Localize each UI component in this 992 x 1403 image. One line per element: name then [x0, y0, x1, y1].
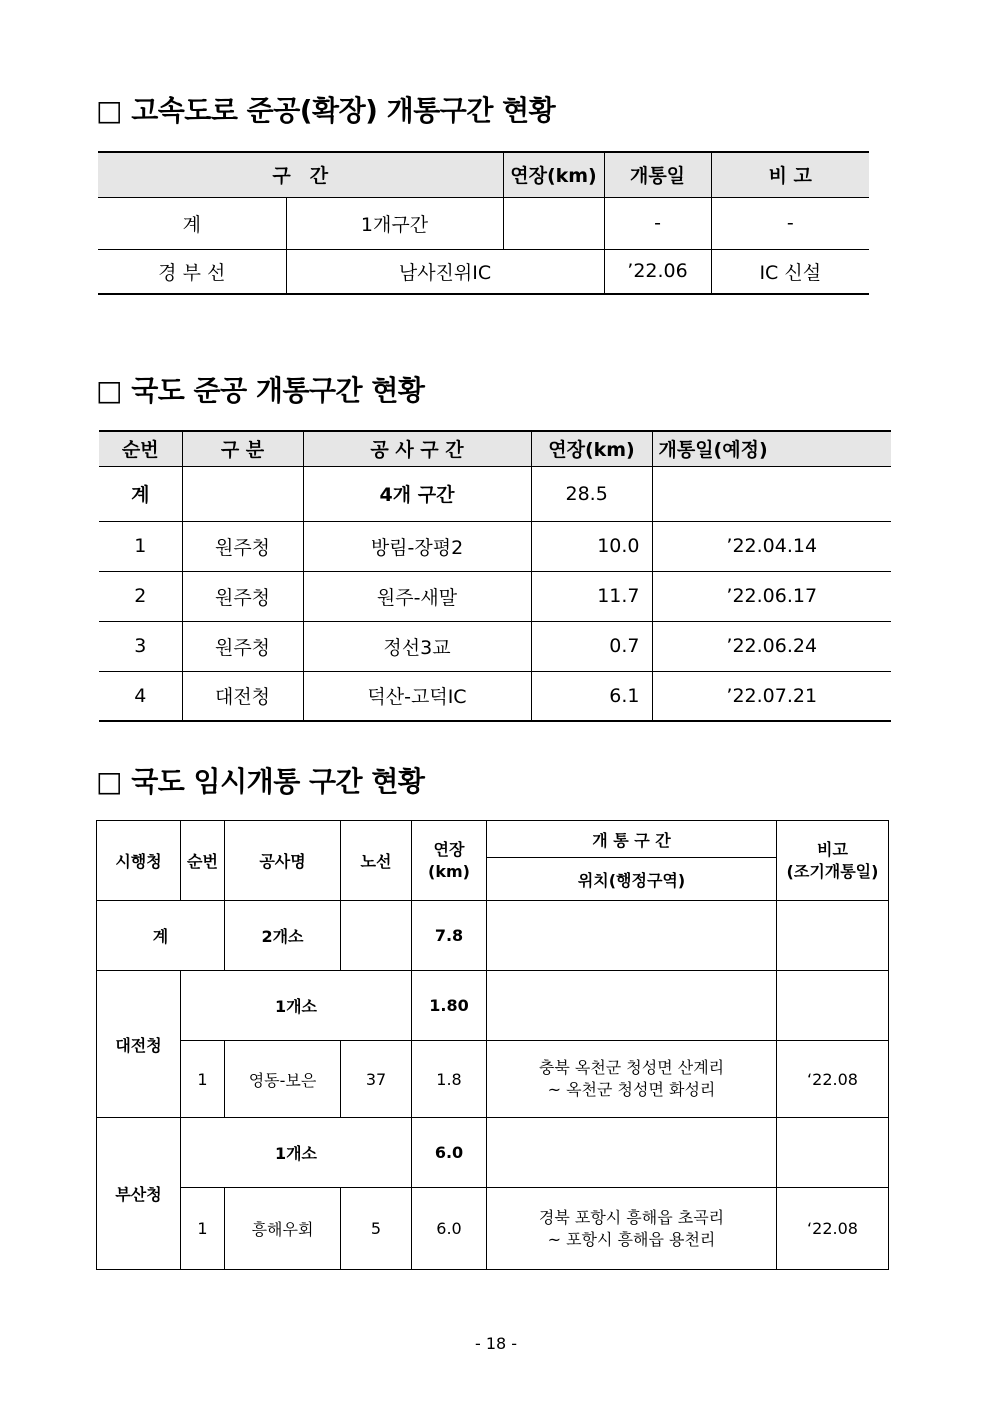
- header-project: 공사명: [225, 821, 341, 901]
- national-road-table: [99, 430, 891, 722]
- cell-no: 1: [181, 1041, 225, 1118]
- cell-label: 계: [98, 197, 286, 249]
- header-length: [412, 821, 487, 901]
- expressway-table: [98, 151, 869, 295]
- cell-section: 남사진위IC: [286, 249, 604, 294]
- cell-length: [503, 197, 604, 249]
- header-note: 비 고: [711, 152, 869, 197]
- header-length: 연장(km): [531, 431, 652, 466]
- header-open-date: 개통일: [604, 152, 711, 197]
- cell-length: 6.0: [412, 1188, 487, 1270]
- cell-subtotal-count: 1개소: [181, 1118, 412, 1188]
- table-header-row: [99, 431, 891, 466]
- cell-subtotal-length: 6.0: [412, 1118, 487, 1188]
- cell-org: 대전청: [182, 671, 303, 721]
- table-row: [98, 249, 869, 294]
- cell-no: 계: [99, 466, 182, 521]
- cell-open-date: [652, 466, 891, 521]
- header-no: 순번: [181, 821, 225, 901]
- cell-section: 4개 구간: [303, 466, 531, 521]
- cell-project: 영동-보은: [225, 1041, 341, 1118]
- header-length-line2: (km): [428, 861, 470, 881]
- cell-empty: [777, 901, 889, 971]
- cell-section: 원주-새말: [303, 571, 531, 621]
- table-row: [97, 1041, 889, 1118]
- cell-no: 1: [181, 1188, 225, 1270]
- cell-section: 정선3교: [303, 621, 531, 671]
- header-no: 순번: [99, 431, 182, 466]
- table-row: [99, 571, 891, 621]
- location-line1: 경북 포항시 흥해읍 초곡리: [538, 1207, 725, 1227]
- section3-title: □ 국도 임시개통 구간 현황: [96, 765, 425, 798]
- cell-open-date: ’22.06.24: [652, 621, 891, 671]
- table-row-total: [99, 466, 891, 521]
- cell-location: [487, 1041, 777, 1118]
- cell-open-date: ’22.07.21: [652, 671, 891, 721]
- header-open-section: 개 통 구 간: [487, 821, 777, 858]
- header-org: 구 분: [182, 431, 303, 466]
- cell-org: 원주청: [182, 621, 303, 671]
- cell-length: 11.7: [531, 571, 652, 621]
- cell-total-count: 2개소: [225, 901, 341, 971]
- cell-open-date: ’22.06: [604, 249, 711, 294]
- cell-subtotal-length: 1.80: [412, 971, 487, 1041]
- table-row: [99, 521, 891, 571]
- cell-no: 1: [99, 521, 182, 571]
- cell-date: ‘22.08: [777, 1041, 889, 1118]
- header-note-line1: 비고: [817, 839, 848, 859]
- table-row-subtotal: [97, 971, 889, 1041]
- cell-label: 경 부 선: [98, 249, 286, 294]
- header-section: 구 간: [98, 152, 503, 197]
- cell-agency: 부산청: [97, 1118, 181, 1270]
- cell-open-date: ’22.04.14: [652, 521, 891, 571]
- table-row: [99, 621, 891, 671]
- table-row: [99, 671, 891, 721]
- section1-title: □ 고속도로 준공(확장) 개통구간 현황: [96, 94, 556, 127]
- cell-total-length: 7.8: [412, 901, 487, 971]
- table-row: [97, 1188, 889, 1270]
- cell-no: 2: [99, 571, 182, 621]
- table-row-total: [97, 901, 889, 971]
- cell-open-date: -: [604, 197, 711, 249]
- cell-agency: 대전청: [97, 971, 181, 1118]
- header-length-line1: 연장: [433, 839, 465, 859]
- header-location: 위치(행정구역): [487, 858, 777, 901]
- cell-org: 원주청: [182, 571, 303, 621]
- location-line2: ~ 옥천군 청성면 화성리: [547, 1080, 716, 1099]
- cell-total-label: 계: [97, 901, 225, 971]
- cell-org: [182, 466, 303, 521]
- cell-empty: [777, 971, 889, 1041]
- cell-section: 덕산-고덕IC: [303, 671, 531, 721]
- location-line2: ~ 포항시 흥해읍 용천리: [547, 1229, 716, 1249]
- page-number: - 18 -: [474, 1334, 518, 1353]
- table-header-row: [98, 152, 869, 197]
- table-header-row: [97, 821, 889, 858]
- table-row: [98, 197, 869, 249]
- cell-subtotal-count: 1개소: [181, 971, 412, 1041]
- cell-length: 1.8: [412, 1041, 487, 1118]
- cell-project: 흥해우회: [225, 1188, 341, 1270]
- cell-note: -: [711, 197, 869, 249]
- header-agency: 시행청: [97, 821, 181, 901]
- cell-date: ‘22.08: [777, 1188, 889, 1270]
- header-note: [777, 821, 889, 901]
- cell-length: 10.0: [531, 521, 652, 571]
- cell-empty: [777, 1118, 889, 1188]
- cell-empty: [341, 901, 412, 971]
- header-route: 노선: [341, 821, 412, 901]
- cell-empty: [487, 971, 777, 1041]
- cell-note: IC 신설: [711, 249, 869, 294]
- cell-no: 4: [99, 671, 182, 721]
- cell-location: [487, 1188, 777, 1270]
- cell-section: 방림-장평2: [303, 521, 531, 571]
- cell-length: 28.5: [531, 466, 652, 521]
- header-open-date: 개통일(예정): [652, 431, 891, 466]
- cell-org: 원주청: [182, 521, 303, 571]
- cell-empty: [487, 901, 777, 971]
- cell-no: 3: [99, 621, 182, 671]
- header-note-line2: (조기개통일): [786, 861, 879, 881]
- location-line1: 충북 옥천군 청성면 산계리: [538, 1058, 725, 1077]
- table-row-subtotal: [97, 1118, 889, 1188]
- cell-section: 1개구간: [286, 197, 503, 249]
- cell-route: 5: [341, 1188, 412, 1270]
- cell-length: 0.7: [531, 621, 652, 671]
- cell-route: 37: [341, 1041, 412, 1118]
- cell-open-date: ’22.06.17: [652, 571, 891, 621]
- header-length: 연장(km): [503, 152, 604, 197]
- cell-length: 6.1: [531, 671, 652, 721]
- cell-empty: [487, 1118, 777, 1188]
- temporary-opening-table: [96, 820, 889, 1270]
- section2-title: □ 국도 준공 개통구간 현황: [96, 374, 425, 407]
- header-section: 공 사 구 간: [303, 431, 531, 466]
